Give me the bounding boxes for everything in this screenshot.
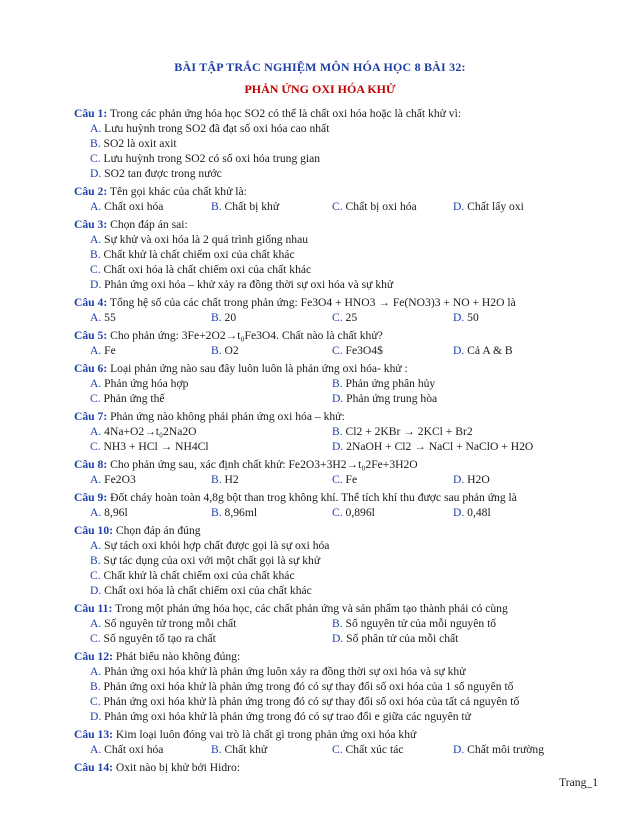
question-9 bbox=[74, 490, 574, 520]
option-text: Sự khử và oxi hóa là 2 quá trình giống nhau bbox=[101, 233, 309, 246]
option-text: Số nguyên tố tạo ra chất bbox=[100, 632, 216, 645]
options-row bbox=[74, 505, 574, 520]
option-text: Số nguyên tử của mỗi nguyên tố bbox=[342, 617, 497, 630]
option-letter: C. bbox=[332, 743, 343, 756]
option-text: H2O bbox=[464, 473, 490, 486]
question-2 bbox=[74, 184, 574, 214]
answer-option-c bbox=[74, 151, 574, 166]
question-stem bbox=[74, 760, 574, 775]
answer-option-a bbox=[90, 505, 211, 520]
answer-option-a bbox=[90, 376, 332, 391]
question-number: Câu 3: bbox=[74, 218, 108, 231]
question-number: Câu 7: bbox=[74, 410, 108, 423]
answer-option-a bbox=[74, 538, 574, 553]
answer-option-d bbox=[74, 166, 574, 181]
question-number: Câu 2: bbox=[74, 185, 108, 198]
option-text: Phản ứng thế bbox=[100, 392, 165, 405]
answer-option-c bbox=[332, 310, 453, 325]
option-text: Cả A & B bbox=[464, 344, 513, 357]
option-letter: A. bbox=[90, 377, 102, 390]
option-text: 8,96l bbox=[101, 506, 128, 519]
option-text: Chất môi trường bbox=[464, 743, 544, 756]
document-subtitle: PHẢN ỨNG OXI HÓA KHỬ bbox=[244, 82, 396, 96]
option-text: Cl2 + 2KBr → 2KCl + Br2 bbox=[342, 425, 473, 438]
question-text: Phát biểu nào không đúng: bbox=[112, 650, 241, 663]
question-stem bbox=[74, 490, 574, 505]
option-letter: C. bbox=[90, 632, 101, 645]
option-letter: A. bbox=[90, 200, 102, 213]
option-letter: D. bbox=[453, 473, 465, 486]
option-text: Chất oxi hóa bbox=[101, 743, 164, 756]
answer-option-c bbox=[332, 199, 453, 214]
option-letter: A. bbox=[90, 506, 102, 519]
option-letter: A. bbox=[90, 473, 102, 486]
option-text: 0,896l bbox=[342, 506, 375, 519]
answer-option-b bbox=[211, 343, 332, 358]
answer-option-b bbox=[74, 679, 574, 694]
option-letter: D. bbox=[453, 344, 465, 357]
answer-option-b bbox=[332, 424, 574, 439]
option-text: Chất oxi hóa là chất chiếm oxi của chất khác bbox=[100, 263, 312, 276]
answer-option-d bbox=[332, 631, 574, 646]
option-text: SO2 là oxit axit bbox=[100, 137, 177, 150]
answer-option-b bbox=[332, 376, 574, 391]
options-row bbox=[74, 376, 574, 391]
question-1 bbox=[74, 106, 574, 181]
question-number: Câu 10: bbox=[74, 524, 113, 537]
option-letter: C. bbox=[90, 695, 101, 708]
option-letter: B. bbox=[90, 554, 101, 567]
answer-option-c bbox=[74, 262, 574, 277]
option-letter: D. bbox=[453, 311, 465, 324]
question-stem bbox=[74, 727, 574, 742]
question-text: Loại phản ứng nào sau đây luôn luôn là phản ứng oxi hóa- khử : bbox=[107, 362, 408, 375]
answer-option-d bbox=[453, 472, 574, 487]
option-letter: B. bbox=[211, 473, 222, 486]
answer-option-d bbox=[453, 199, 574, 214]
option-letter: B. bbox=[211, 200, 222, 213]
option-text: Phản ứng oxi hóa – khử xảy ra đồng thời sự oxi hóa và sự khử bbox=[101, 278, 394, 291]
answer-option-a bbox=[74, 232, 574, 247]
question-text: Tên gọi khác của chất khử là: bbox=[107, 185, 247, 198]
option-text: Chất khử bbox=[221, 743, 268, 756]
answer-option-d bbox=[74, 709, 574, 724]
question-number: Câu 6: bbox=[74, 362, 108, 375]
question-3 bbox=[74, 217, 574, 292]
option-letter: A. bbox=[90, 617, 102, 630]
option-text: NH3 + HCl → NH4Cl bbox=[100, 440, 209, 453]
option-text: Phản ứng oxi hóa khử là phản ứng trong đó có sự thay đổi số oxi hóa của tất cả nguyên tố bbox=[100, 695, 520, 708]
option-text: Chất xúc tác bbox=[342, 743, 404, 756]
question-6 bbox=[74, 361, 574, 406]
options-row bbox=[74, 391, 574, 406]
answer-option-d bbox=[453, 343, 574, 358]
answer-option-d bbox=[453, 505, 574, 520]
option-text: Chất bị oxi hóa bbox=[342, 200, 417, 213]
question-text: Oxit nào bị khử bởi Hidro: bbox=[112, 761, 241, 774]
option-letter: C. bbox=[332, 506, 343, 519]
question-7 bbox=[74, 409, 574, 454]
options-row bbox=[74, 472, 574, 487]
option-text: Phản ứng oxi hóa khử là phản ứng luôn xảy ra đồng thời sự oxi hóa và sự khử bbox=[101, 665, 466, 678]
question-number: Câu 8: bbox=[74, 458, 108, 471]
option-letter: A. bbox=[90, 311, 102, 324]
answer-option-c bbox=[74, 568, 574, 583]
question-stem bbox=[74, 328, 574, 343]
question-5 bbox=[74, 328, 574, 358]
option-text: Lưu huỳnh trong SO2 đã đạt số oxi hóa cao nhất bbox=[101, 122, 330, 135]
question-text: Chọn đáp án sai: bbox=[107, 218, 188, 231]
question-stem bbox=[74, 361, 574, 376]
option-letter: D. bbox=[453, 506, 465, 519]
answer-option-a bbox=[90, 472, 211, 487]
answer-option-b bbox=[74, 247, 574, 262]
document-title: BÀI TẬP TRẮC NGHIỆM MÔN HÓA HỌC 8 BÀI 32: bbox=[174, 60, 466, 74]
answer-option-c bbox=[332, 343, 453, 358]
option-text: Sự tác dụng của oxi với một chất gọi là sự khử bbox=[100, 554, 321, 567]
options-row bbox=[74, 742, 574, 757]
option-letter: C. bbox=[332, 200, 343, 213]
option-text: 8,96ml bbox=[221, 506, 258, 519]
question-text: Tổng hệ số của các chất trong phản ứng: Fe3O4 + HNO3 → Fe(NO3)3 + NO + H2O là bbox=[107, 296, 516, 309]
answer-option-c bbox=[90, 391, 332, 406]
option-text: Chất oxi hóa là chất chiếm oxi của chất khác bbox=[101, 584, 312, 597]
question-8 bbox=[74, 457, 574, 487]
answer-option-c bbox=[74, 694, 574, 709]
answer-option-b bbox=[332, 616, 574, 631]
option-text: Phản ứng oxi hóa khử là phản ứng trong đó có sự thay đổi số oxi hóa của 1 số nguyên tố bbox=[100, 680, 514, 693]
question-11 bbox=[74, 601, 574, 646]
option-text: Phản ứng trung hòa bbox=[343, 392, 438, 405]
question-text: Trong một phản ứng hóa học, các chất phản ứng và sản phẩm tạo thành phải có cùng bbox=[112, 602, 508, 615]
option-text: Fe3O4$ bbox=[342, 344, 383, 357]
option-letter: A. bbox=[90, 122, 102, 135]
option-letter: D. bbox=[332, 632, 344, 645]
question-text: Đốt cháy hoàn toàn 4,8g bột than trog không khí. Thể tích khí thu được sau phản ứng là bbox=[107, 491, 517, 504]
question-number: Câu 1: bbox=[74, 107, 108, 120]
answer-option-b bbox=[74, 553, 574, 568]
question-stem bbox=[74, 523, 574, 538]
option-letter: B. bbox=[211, 743, 222, 756]
question-stem bbox=[74, 649, 574, 664]
option-text: Phản ứng hóa hợp bbox=[101, 377, 189, 390]
question-number: Câu 12: bbox=[74, 650, 113, 663]
option-letter: D. bbox=[90, 167, 102, 180]
option-letter: B. bbox=[90, 248, 101, 261]
option-text: 0,48l bbox=[464, 506, 491, 519]
answer-option-c bbox=[90, 439, 332, 454]
option-letter: A. bbox=[90, 425, 102, 438]
option-text: 25 bbox=[342, 311, 358, 324]
question-12 bbox=[74, 649, 574, 724]
question-number: Câu 5: bbox=[74, 329, 108, 342]
option-letter: D. bbox=[332, 392, 344, 405]
options-row bbox=[74, 343, 574, 358]
option-letter: D. bbox=[90, 584, 102, 597]
option-letter: B. bbox=[211, 311, 222, 324]
question-4 bbox=[74, 295, 574, 325]
answer-option-b bbox=[211, 505, 332, 520]
option-text: Fe2O3 bbox=[101, 473, 136, 486]
option-text: Số nguyên tử trong mỗi chất bbox=[101, 617, 237, 630]
option-text: 2NaOH + Cl2 → NaCl + NaClO + H2O bbox=[343, 440, 534, 453]
option-text: Chất bị khử bbox=[221, 200, 280, 213]
options-row bbox=[74, 310, 574, 325]
answer-option-a bbox=[90, 424, 332, 439]
option-letter: B. bbox=[90, 137, 101, 150]
answer-option-b bbox=[211, 472, 332, 487]
option-letter: B. bbox=[332, 617, 343, 630]
answer-option-d bbox=[74, 583, 574, 598]
question-text: Kim loại luôn đóng vai trò là chất gì trong phản ứng oxi hóa khử bbox=[112, 728, 417, 741]
option-letter: C. bbox=[90, 392, 101, 405]
options-row bbox=[74, 439, 574, 454]
option-text: O2 bbox=[221, 344, 239, 357]
option-letter: A. bbox=[90, 539, 102, 552]
option-letter: A. bbox=[90, 233, 102, 246]
question-stem bbox=[74, 106, 574, 121]
option-letter: C. bbox=[332, 311, 343, 324]
option-text: Chất oxi hóa bbox=[101, 200, 164, 213]
option-text: 50 bbox=[464, 311, 479, 324]
option-text: H2 bbox=[221, 473, 239, 486]
question-stem bbox=[74, 457, 574, 472]
answer-option-b bbox=[211, 742, 332, 757]
answer-option-c bbox=[332, 505, 453, 520]
options-row bbox=[74, 616, 574, 631]
option-text: 20 bbox=[221, 311, 237, 324]
option-letter: B. bbox=[90, 680, 101, 693]
answer-option-a bbox=[90, 343, 211, 358]
answer-option-b bbox=[74, 136, 574, 151]
option-text: Sự tách oxi khỏi hợp chất được gọi là sự oxi hóa bbox=[101, 539, 330, 552]
question-list bbox=[74, 106, 574, 775]
answer-option-d bbox=[332, 391, 574, 406]
option-text: Fe bbox=[101, 344, 116, 357]
option-text: Lưu huỳnh trong SO2 có số oxi hóa trung gian bbox=[100, 152, 321, 165]
option-letter: B. bbox=[332, 377, 343, 390]
option-letter: B. bbox=[211, 344, 222, 357]
answer-option-a bbox=[74, 664, 574, 679]
option-text: SO2 tan được trong nước bbox=[101, 167, 222, 180]
answer-option-a bbox=[90, 310, 211, 325]
question-text: Cho phản ứng: 3Fe+2O2→t₀Fe3O4. Chất nào là chất khử? bbox=[107, 329, 383, 342]
question-stem bbox=[74, 409, 574, 424]
option-letter: D. bbox=[453, 743, 465, 756]
question-stem bbox=[74, 217, 574, 232]
option-letter: A. bbox=[90, 665, 102, 678]
question-10 bbox=[74, 523, 574, 598]
question-13 bbox=[74, 727, 574, 757]
question-number: Câu 11: bbox=[74, 602, 113, 615]
option-letter: C. bbox=[90, 152, 101, 165]
option-letter: D. bbox=[332, 440, 344, 453]
option-letter: C. bbox=[90, 263, 101, 276]
options-row bbox=[74, 199, 574, 214]
option-text: Chất khử là chất chiếm oxi của chất khác bbox=[100, 248, 295, 261]
question-number: Câu 13: bbox=[74, 728, 113, 741]
option-letter: C. bbox=[332, 473, 343, 486]
options-row bbox=[74, 631, 574, 646]
options-row bbox=[74, 424, 574, 439]
answer-option-a bbox=[90, 199, 211, 214]
answer-option-a bbox=[90, 616, 332, 631]
option-letter: D. bbox=[90, 710, 102, 723]
option-letter: A. bbox=[90, 344, 102, 357]
answer-option-d bbox=[453, 310, 574, 325]
option-text: Fe bbox=[342, 473, 358, 486]
option-text: Phản ứng oxi hóa khử là phản ứng trong đó có sự trao đổi e giữa các nguyên tử bbox=[101, 710, 471, 723]
option-text: 4Na+O2→t₀2Na2O bbox=[101, 425, 197, 438]
option-letter: B. bbox=[332, 425, 343, 438]
answer-option-a bbox=[90, 742, 211, 757]
question-text: Trong các phản ứng hóa học SO2 có thể là chất oxi hóa hoặc là chất khử vì: bbox=[107, 107, 462, 120]
question-number: Câu 4: bbox=[74, 296, 108, 309]
page-number: Trang_1 bbox=[559, 776, 598, 789]
option-letter: D. bbox=[453, 200, 465, 213]
option-letter: C. bbox=[90, 440, 101, 453]
answer-option-c bbox=[332, 742, 453, 757]
question-text: Phản ứng nào không phải phản ứng oxi hóa – khử: bbox=[107, 410, 345, 423]
question-stem bbox=[74, 295, 574, 310]
answer-option-b bbox=[211, 199, 332, 214]
question-stem bbox=[74, 601, 574, 616]
question-14 bbox=[74, 760, 574, 775]
answer-option-d bbox=[453, 742, 574, 757]
answer-option-a bbox=[74, 121, 574, 136]
option-letter: A. bbox=[90, 743, 102, 756]
option-text: Chất lấy oxi bbox=[464, 200, 524, 213]
answer-option-d bbox=[332, 439, 574, 454]
question-number: Câu 14: bbox=[74, 761, 113, 774]
question-text: Chọn đáp án đúng bbox=[112, 524, 201, 537]
answer-option-c bbox=[332, 472, 453, 487]
option-letter: B. bbox=[211, 506, 222, 519]
option-letter: C. bbox=[90, 569, 101, 582]
question-text: Cho phản ứng sau, xác định chất khử: Fe2O3+3H2→t₀2Fe+3H2O bbox=[107, 458, 418, 471]
question-stem bbox=[74, 184, 574, 199]
option-text: Số phân tử của mỗi chất bbox=[343, 632, 459, 645]
option-text: 55 bbox=[101, 311, 116, 324]
answer-option-c bbox=[90, 631, 332, 646]
question-number: Câu 9: bbox=[74, 491, 108, 504]
option-text: Phản ứng phân hủy bbox=[342, 377, 436, 390]
answer-option-b bbox=[211, 310, 332, 325]
answer-option-d bbox=[74, 277, 574, 292]
option-letter: D. bbox=[90, 278, 102, 291]
option-text: Chất khử là chất chiếm oxi của chất khác bbox=[100, 569, 295, 582]
option-letter: C. bbox=[332, 344, 343, 357]
